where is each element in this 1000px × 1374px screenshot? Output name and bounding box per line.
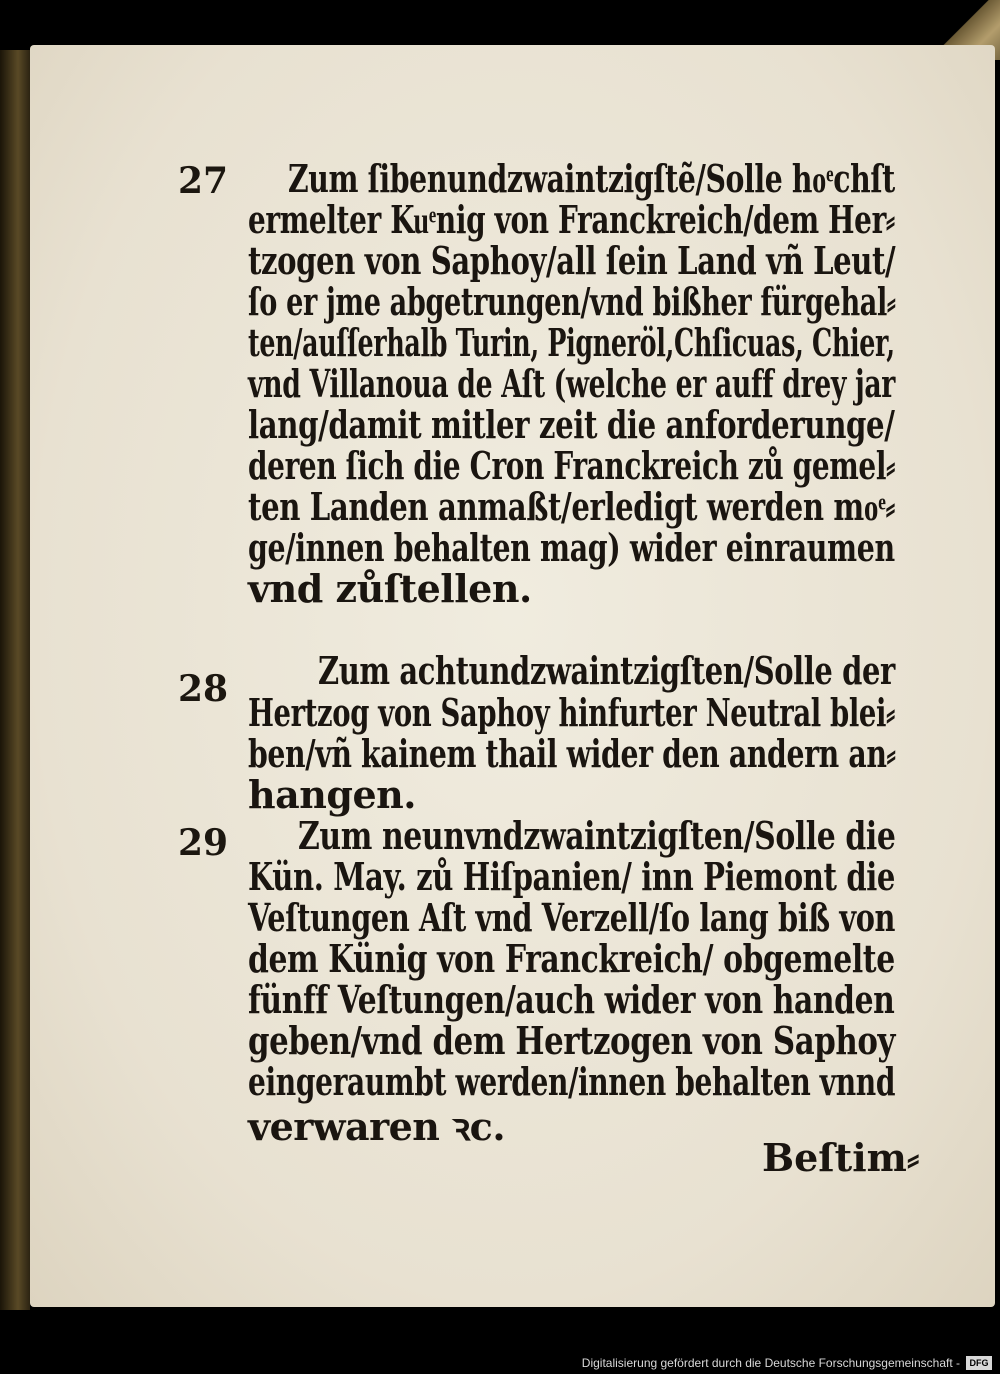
section-number: 29 — [178, 822, 229, 864]
text-line: lang/damit mitler zeit die anforderunge/ — [248, 402, 895, 447]
book-edge — [0, 50, 30, 1310]
text-line: Veſtungen Aſt vnd Verzell/ſo lang biß von — [248, 895, 896, 940]
text-line: deren ſich die Cron Franckreich zů gemel⸗ — [248, 443, 896, 488]
dfg-logo: DFG — [966, 1356, 992, 1370]
text-line: Zum ſibenundzwaintzigſtẽ/Solle hoͤchſt — [288, 156, 895, 201]
text-line: Zum achtundzwaintzigſten/Solle der — [318, 648, 895, 693]
text-line: ten Landen anmaßt/erledigt werden moͤ⸗ — [248, 484, 895, 529]
footer-bar — [0, 1352, 1000, 1374]
text-line: ben/vñ kainem thail wider den andern an⸗ — [248, 731, 896, 776]
text-line: Kün. May. zů Hiſpanien/ inn Piemont die — [248, 854, 896, 899]
text-line: tzogen von Saphoy/all ſein Land vñ Leut/ — [248, 238, 896, 283]
section-number: 27 — [178, 160, 229, 202]
section-number: 28 — [178, 668, 229, 710]
text-line: ten/auſſerhalb Turin, Pigneröl,Chſicuas, Chier, — [248, 320, 895, 365]
footer-credit: Digitalisierung gefördert durch die Deutsche Forschungsgemeinschaft - — [581, 1356, 960, 1370]
catchword: Beſtim⸗ — [762, 1135, 920, 1180]
text-line: vnd Villanoua de Aſt (welche er auff drey jar — [248, 361, 896, 406]
text-line: verwaren ꝛc. — [248, 1104, 506, 1149]
text-line: ge/innen behalten mag) wider einraumen — [248, 525, 895, 570]
text-line: Hertzog von Saphoy hinfurter Neutral blei⸗ — [248, 690, 895, 735]
text-line: ermelter Kuͤnig von Franckreich/dem Her⸗ — [248, 197, 895, 242]
text-line: Zum neunvndzwaintzigſten/Solle die — [298, 813, 896, 858]
text-line: eingeraumbt werden/innen behalten vnnd — [248, 1059, 896, 1104]
text-line: geben/vnd dem Hertzogen von Saphoy — [248, 1018, 896, 1063]
text-line: ſo er jme abgetrungen/vnd bißher fürgehal⸗ — [248, 279, 896, 324]
text-line: hangen. — [248, 772, 416, 817]
text-line: dem Künig von Franckreich/ obgemelte — [248, 936, 895, 981]
text-line: vnd zůſtellen. — [248, 566, 532, 611]
text-line: fünff Veſtungen/auch wider von handen — [248, 977, 895, 1022]
